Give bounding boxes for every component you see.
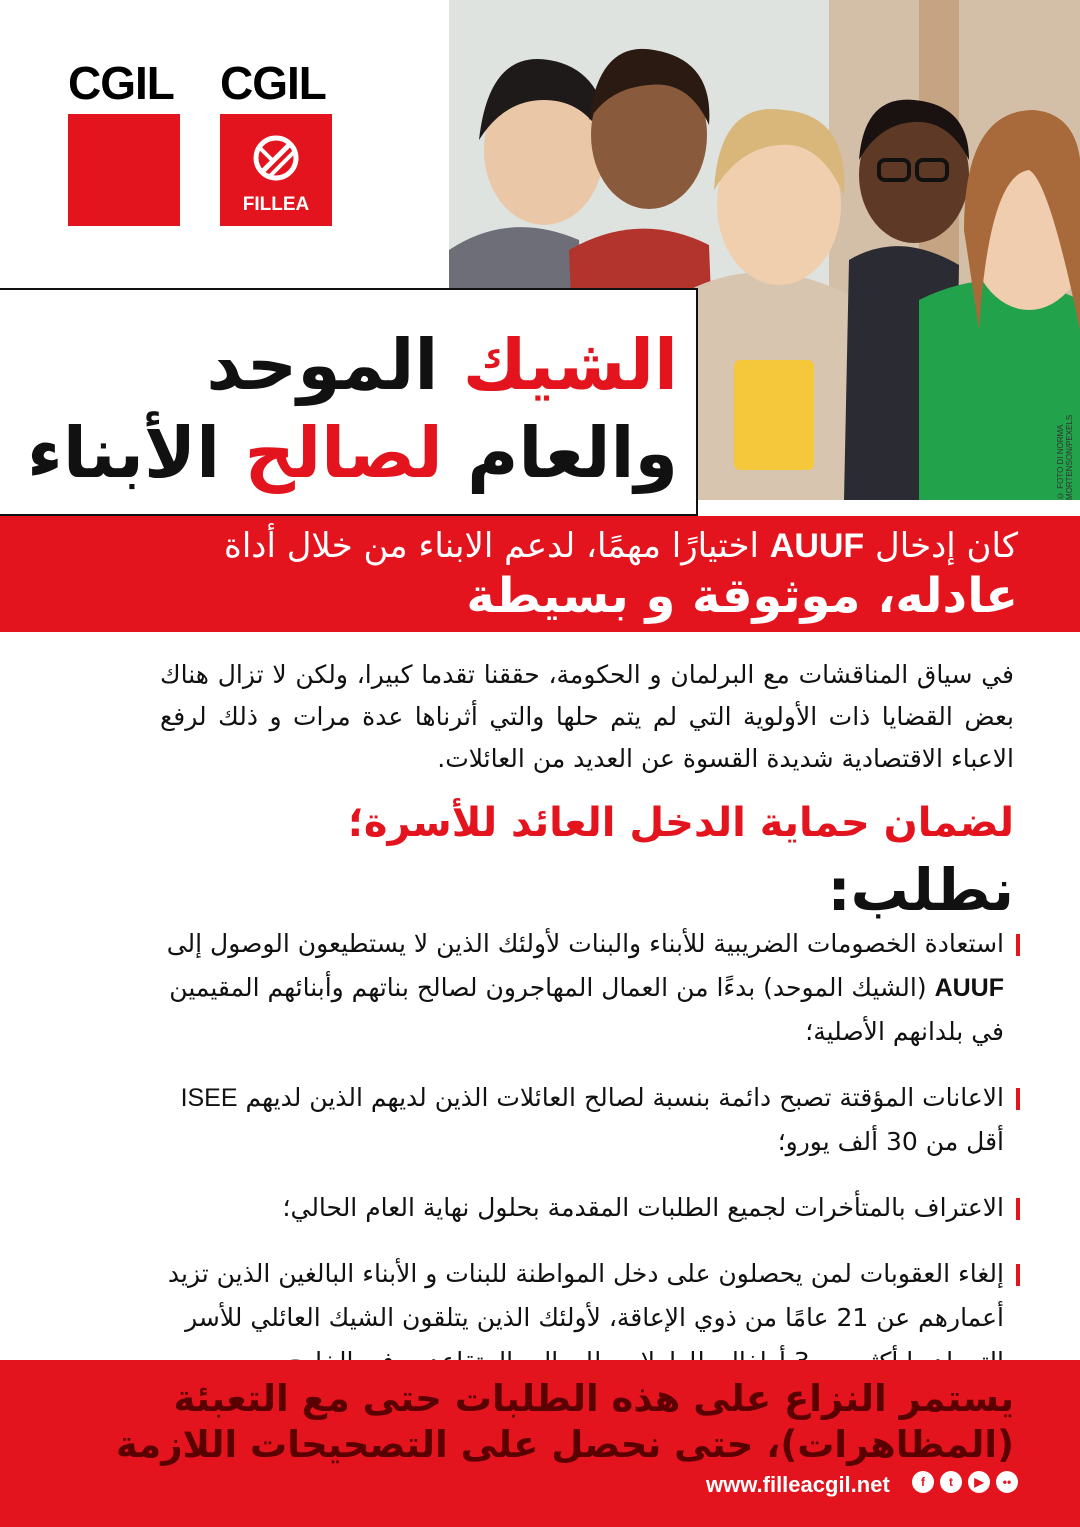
band-brand: AUUF: [769, 527, 865, 565]
title-box: [0, 288, 698, 516]
demand-heading: نطلب:: [827, 856, 1014, 924]
band-line-1: [224, 526, 1018, 566]
item-brand: AUUF: [934, 974, 1004, 1002]
social-icons: [912, 1471, 1018, 1493]
photo-credit: © FOTO DI NORMA MORTENSON/PEXELS: [1056, 414, 1074, 500]
item-text: الاعتراف بالمتأخرات لجميع الطلبات المقدمة بحلول نهاية العام الحالي؛: [282, 1193, 1004, 1222]
flickr-icon[interactable]: ••: [996, 1471, 1018, 1493]
item-text: الاعانات المؤقتة تصبح دائمة بنسبة لصالح العائلات الذين لديهم الذين لديهم: [237, 1083, 1004, 1112]
fillea-emblem-icon: [220, 132, 332, 192]
title-rest-1: الموحد: [206, 324, 463, 406]
fillea-logo-sub: FILLEA: [242, 194, 310, 215]
item-text: استعادة الخصومات الضريبية للأبناء والبنات لأولئك الذين لا يستطيعون الوصول إلى: [166, 929, 1004, 958]
item-text: (الشيك الموحد) بدءًا من العمال المهاجرون لصالح بناتهم وأبنائهم المقيمين في بلدانهم الأصلية؛: [169, 973, 1004, 1046]
title-end-2: الأبناء: [27, 412, 245, 494]
list-item: [150, 1186, 1020, 1230]
item-text: إلغاء العقوبات لمن يحصلون على دخل المواطنة للبنات و الأبناء البالغين الذين تزيد أعمارهم عن 21 عامًا من ذوي الإعاقة، لأولئك الذين يتلقون الشيك العائلي للأسر: [167, 1259, 1004, 1332]
demands-list: [150, 922, 1020, 1406]
title-line-2: [27, 412, 678, 494]
twitter-icon[interactable]: t: [940, 1471, 962, 1493]
fillea-logo: [220, 57, 332, 226]
footer-band: [0, 1360, 1080, 1527]
title-line-1: [206, 324, 678, 406]
fillea-logo-word: CGIL: [220, 57, 326, 109]
website-link[interactable]: www.filleacgil.net: [706, 1472, 890, 1497]
list-item: [150, 922, 1020, 1054]
item-brand: ISEE: [180, 1084, 238, 1112]
band-line-2: عادله، موثوقة و بسيطة: [466, 568, 1018, 624]
cgil-logo-word: CGIL: [68, 57, 174, 109]
cgil-logo-box: [68, 114, 180, 226]
band-text-a: كان إدخال: [864, 526, 1018, 566]
facebook-icon[interactable]: f: [912, 1471, 934, 1493]
title-rest-2: والعام: [442, 412, 678, 494]
intro-band: [0, 516, 1080, 632]
footer-message: يستمر النزاع على هذه الطلبات حتى مع التعبئة (المظاهرات)، حتى نحصل على التصحيحات اللازمة: [115, 1377, 1014, 1466]
intro-paragraph: في سياق المناقشات مع البرلمان و الحكومة، حققنا تقدما كبيرا، ولكن لا تزال هناك بعض القضايا ذات الأولوية التي لم يتم حلها والتي أثرناها عدة مرات و ذلك لرفع الاعباء الاقتصادية شديدة القسوة عن العديد من العائلات.: [160, 660, 1014, 773]
title-accent-2: لصالح: [244, 412, 443, 494]
cgil-logo: [68, 57, 180, 226]
fillea-logo-box: [220, 114, 332, 226]
item-text: أقل من 30 ألف يورو؛: [777, 1127, 1004, 1156]
section-subhead: لضمان حماية الدخل العائد للأسرة؛: [347, 800, 1014, 846]
title-accent-1: الشيك: [462, 324, 678, 406]
band-text-b: اختيارًا مهمًا، لدعم الابناء من خلال أداة: [224, 526, 770, 566]
list-item: [150, 1076, 1020, 1164]
youtube-icon[interactable]: ▶: [968, 1471, 990, 1493]
